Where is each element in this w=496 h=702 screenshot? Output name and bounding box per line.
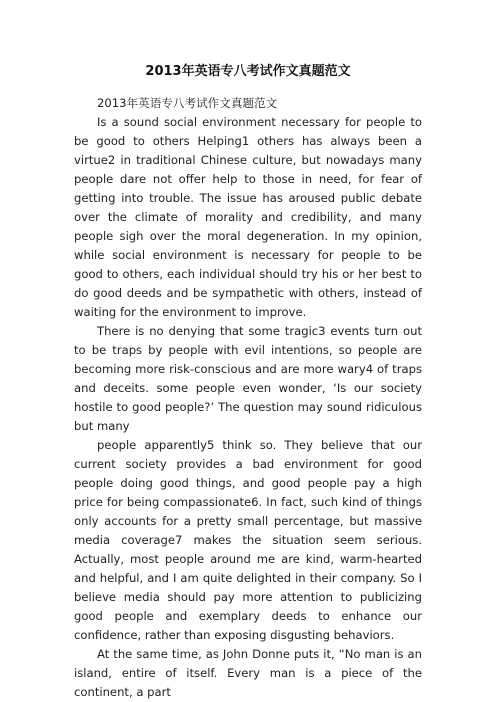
paragraph: Is a sound social environment necessary for people to be good to others Helping1 others has always been a virtue2 in traditional Chinese culture, but nowadays many people dare not offer help to those in need, for fear of getting into trouble. The issue has aroused public debate over the climate of morality and credibility, and many people sigh over the moral degeneration. In my opinion, while social environment is necessary for people to be good to others, each individual should try his or her best to do good deeds and be sympathetic with others, instead of waiting for the environment to improve. — [74, 115, 422, 319]
paragraph: people apparently5 think so. They believe that our current society provides a bad environment for good people doing good things, and good people pay a high price for being compassionate6. In fact, such kind of things only accounts for a pretty small percentage, but massive media coverage7 makes the situation seem serious. Actually, most people around me are kind, warm-hearted and helpful, and I am quite delighted in their company. So I believe media should pay more attention to publicizing good people and exemplary deeds to enhance our confidence, rather than exposing disgusting behaviors. — [74, 438, 422, 642]
paragraph: At the same time, as John Donne puts it, “No man is an island, entire of itself. Every man is a piece of the continent, a part — [74, 647, 422, 699]
paragraph: There is no denying that some tragic3 events turn out to be traps by people with evil intentions, so people are becoming more risk-conscious and are more wary4 of traps and deceits. some people even wonder, ‘Is our society hostile to good people?’ The question may sound ridiculous but many — [74, 324, 422, 433]
document-body — [74, 94, 422, 702]
document-subtitle: 2013年英语专八考试作文真题范文 — [97, 96, 278, 110]
document-title: 2013年英语专八考试作文真题范文 — [145, 64, 351, 79]
